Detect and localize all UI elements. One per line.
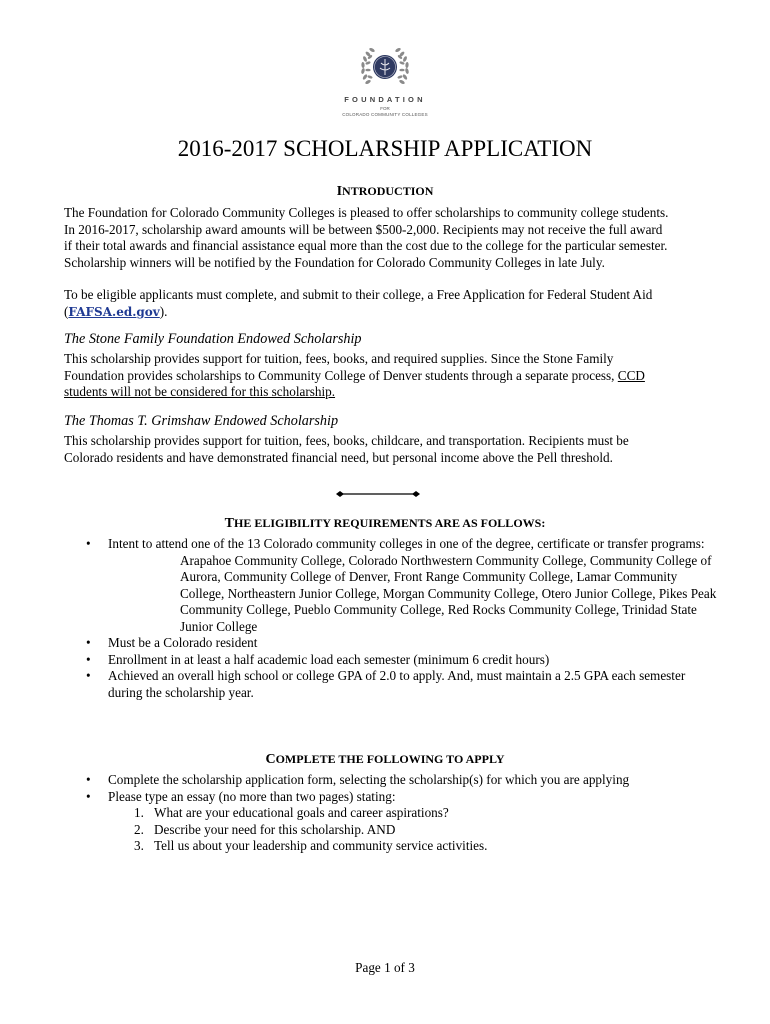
fafsa-link[interactable]: FAFSA.ed.gov	[68, 304, 160, 319]
numbered-item: 1. What are your educational goals and career aspirations?	[134, 805, 449, 820]
numbered-item: 2. Describe your need for this scholarship. AND	[134, 821, 396, 837]
logo-subtitle: COLORADO COMMUNITY COLLEGES	[342, 112, 428, 117]
intro-line: The Foundation for Colorado Community Colleges is pleased to offer scholarships to community college students.	[64, 205, 669, 220]
fafsa-link-line: (FAFSA.ed.gov).	[64, 303, 168, 319]
list-item: • Complete the scholarship application form, selecting the scholarship(s) for which you are applying	[86, 772, 630, 787]
ccd-note: CCD	[617, 367, 645, 383]
stone-scholarship-paragraph	[64, 351, 714, 401]
college-list: Arapahoe Community College, Colorado Northwestern Community College, Community College of Aurora, Community College of Denver, Front Range Community College, Lamar Community College, Northeastern Junior College, Morgan Community College, Otero Junior College, Pikes Peak Community College, Pueblo Community College, Red Rocks Community College, Trinidad State Junior College	[180, 552, 717, 634]
apply-list	[82, 772, 722, 805]
fafsa-paragraph	[64, 287, 714, 320]
fafsa-line: To be eligible applicants must complete, and submit to their college, a Free Application for Federal Student Aid	[64, 287, 653, 302]
list-item: • Intent to attend one of the 13 Colorado community colleges in one of the degree, certificate or transfer programs: Arapahoe Community College, Colorado Northwestern Community College, Community College of Aurora, Community College of Denver, Front Range Community College, Lamar Community College, Northeastern Junior College, Morgan Community College, Otero Junior College, Pikes Peak Community College, Pueblo Community College, Red Rocks Community College, Trinidad State Junior College	[82, 536, 722, 635]
stone-line	[64, 384, 714, 401]
foundation-logo	[330, 42, 440, 124]
page-number: Page 1 of 3	[355, 960, 415, 975]
bullet-icon: •	[86, 668, 91, 683]
introduction-paragraph	[64, 205, 714, 271]
list-item: • Enrollment in at least a half academic load each semester (minimum 6 credit hours)	[86, 651, 550, 667]
section-divider	[336, 490, 420, 498]
stone-line: Foundation provides scholarships to Community College of Denver students through a separate process, CCD	[64, 367, 645, 383]
bullet-icon: •	[86, 788, 91, 804]
bullet-icon: •	[86, 772, 91, 787]
stone-line: This scholarship provides support for tuition, fees, books, and required supplies. Since the Stone Family	[64, 351, 614, 366]
page-title: 2016-2017 SCHOLARSHIP APPLICATION	[177, 136, 593, 161]
numbered-item: 3. Tell us about your leadership and community service activities.	[134, 838, 488, 853]
introduction-heading: INTRODUCTION	[336, 184, 434, 199]
bullet-icon: •	[86, 635, 91, 650]
grimshaw-scholarship-paragraph	[64, 433, 714, 466]
intro-line: Scholarship winners will be notified by the Foundation for Colorado Community Colleges in late July.	[64, 254, 605, 270]
essay-questions-list	[134, 805, 694, 855]
logo-title: FOUNDATION	[344, 95, 426, 104]
eligibility-list	[82, 536, 722, 701]
grimshaw-line: This scholarship provides support for tuition, fees, books, childcare, and transportation. Recipients must be	[64, 433, 629, 448]
list-item: • Must be a Colorado resident	[86, 635, 258, 650]
apply-heading: COMPLETE THE FOLLOWING TO APPLY	[265, 752, 505, 767]
ccd-note: students will not be considered for this scholarship.	[64, 384, 336, 399]
logo-for-text: FOR	[380, 106, 390, 111]
bullet-icon: •	[86, 536, 91, 551]
intro-line: In 2016-2017, scholarship award amounts will be between $500-2,000. Recipients may not receive the full award	[64, 221, 663, 237]
stone-scholarship-heading: The Stone Family Foundation Endowed Scholarship	[64, 331, 362, 347]
grimshaw-line: Colorado residents and have demonstrated financial need, but personal income above the Pell threshold.	[64, 449, 613, 465]
list-item: • Achieved an overall high school or college GPA of 2.0 to apply. And, must maintain a 2.5 GPA each semester during the scholarship year.	[86, 668, 686, 700]
eligibility-heading: THE ELIGIBILITY REQUIREMENTS ARE AS FOLLOWS:	[224, 516, 546, 531]
laurel-emblem-icon	[330, 42, 440, 94]
intro-line: if their total awards and financial assistance equal more than the cost due to the college for the particular semester.	[64, 238, 668, 253]
grimshaw-scholarship-heading: The Thomas T. Grimshaw Endowed Scholarship	[64, 413, 339, 429]
bullet-icon: •	[86, 651, 91, 667]
list-item: • Please type an essay (no more than two pages) stating:	[86, 788, 396, 804]
